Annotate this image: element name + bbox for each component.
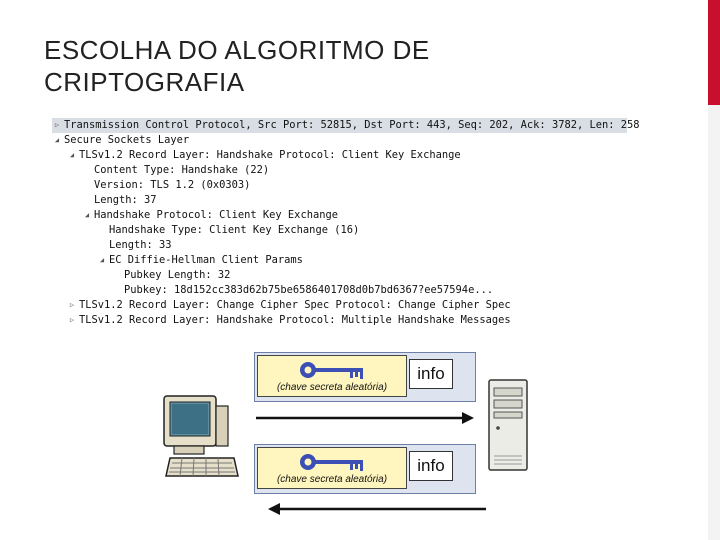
secret-key-label-1: (chave secreta aleatória) <box>276 382 388 393</box>
packet-tree-row-text: Content Type: Handshake (22) <box>94 164 270 176</box>
expand-triangle-icon[interactable]: ◢ <box>99 256 105 264</box>
packet-tree-row-text: TLSv1.2 Record Layer: Handshake Protocol: Multiple Handshake Messages <box>79 314 511 326</box>
packet-tree-row-text: Length: 37 <box>94 194 157 206</box>
slide-title-line-2: CRIPTOGRAFIA <box>44 67 245 97</box>
packet-tree-row-text: Handshake Type: Client Key Exchange (16) <box>109 224 360 236</box>
collapse-triangle-icon[interactable]: ▷ <box>69 316 75 324</box>
packet-tree-row[interactable] <box>52 178 627 193</box>
packet-tree-row[interactable] <box>52 268 627 283</box>
key-icon <box>298 359 368 381</box>
slide-title-line-1: ESCOLHA DO ALGORITMO DE <box>44 35 430 65</box>
packet-tree-row[interactable] <box>52 313 627 328</box>
expand-triangle-icon[interactable]: ◢ <box>54 136 60 144</box>
secret-key-box-1 <box>257 355 407 397</box>
packet-tree-row-text: Pubkey: 18d152cc383d62b75be6586401708d0b7bd6367?ee57594e... <box>124 284 494 296</box>
packet-tree-row[interactable] <box>52 208 627 223</box>
packet-tree-row-text: Pubkey Length: 32 <box>124 269 231 281</box>
info-box-2: info <box>409 451 453 481</box>
slide-side-strip <box>708 105 720 540</box>
secret-key-box-2 <box>257 447 407 489</box>
message-channel-2 <box>254 444 476 494</box>
packet-tree-row-text: Length: 33 <box>109 239 172 251</box>
expand-triangle-icon[interactable]: ◢ <box>84 211 90 219</box>
info-box-1: info <box>409 359 453 389</box>
packet-tree-row-text: Secure Sockets Layer <box>64 134 190 146</box>
packet-tree-row-text: Version: TLS 1.2 (0x0303) <box>94 179 251 191</box>
key-icon <box>298 451 368 473</box>
slide-accent-bar <box>708 0 720 105</box>
arrow-to-server <box>254 411 476 425</box>
packet-tree-row[interactable] <box>52 148 627 163</box>
message-channel-1 <box>254 352 476 402</box>
packet-tree-row[interactable] <box>52 133 627 148</box>
collapse-triangle-icon[interactable]: ▷ <box>54 121 60 129</box>
packet-tree-row-text: TLSv1.2 Record Layer: Handshake Protocol: Client Key Exchange <box>79 149 461 161</box>
packet-tree-row[interactable] <box>52 193 627 208</box>
packet-tree-row-text: EC Diffie-Hellman Client Params <box>109 254 303 266</box>
collapse-triangle-icon[interactable]: ▷ <box>69 301 75 309</box>
packet-tree-row[interactable] <box>52 283 627 298</box>
packet-tree-row[interactable] <box>52 253 627 268</box>
expand-triangle-icon[interactable]: ◢ <box>69 151 75 159</box>
packet-tree-row-text: Transmission Control Protocol, Src Port: 52815, Dst Port: 443, Seq: 202, Ack: 3782, Len: 258 <box>64 119 640 131</box>
secret-key-label-2: (chave secreta aleatória) <box>276 474 388 485</box>
packet-tree-row-text: Handshake Protocol: Client Key Exchange <box>94 209 338 221</box>
packet-tree-row[interactable] <box>52 298 627 313</box>
packet-tree-row[interactable] <box>52 223 627 238</box>
packet-tree-row[interactable] <box>52 238 627 253</box>
client-computer-icon <box>160 392 240 484</box>
packet-tree-row[interactable] <box>52 163 627 178</box>
arrow-to-client <box>266 502 488 516</box>
server-tower-icon <box>484 376 534 476</box>
slide-title <box>44 34 430 98</box>
packet-detail-tree <box>52 118 640 328</box>
packet-tree-row-text: TLSv1.2 Record Layer: Change Cipher Spec Protocol: Change Cipher Spec <box>79 299 511 311</box>
packet-tree-row[interactable] <box>52 118 640 133</box>
